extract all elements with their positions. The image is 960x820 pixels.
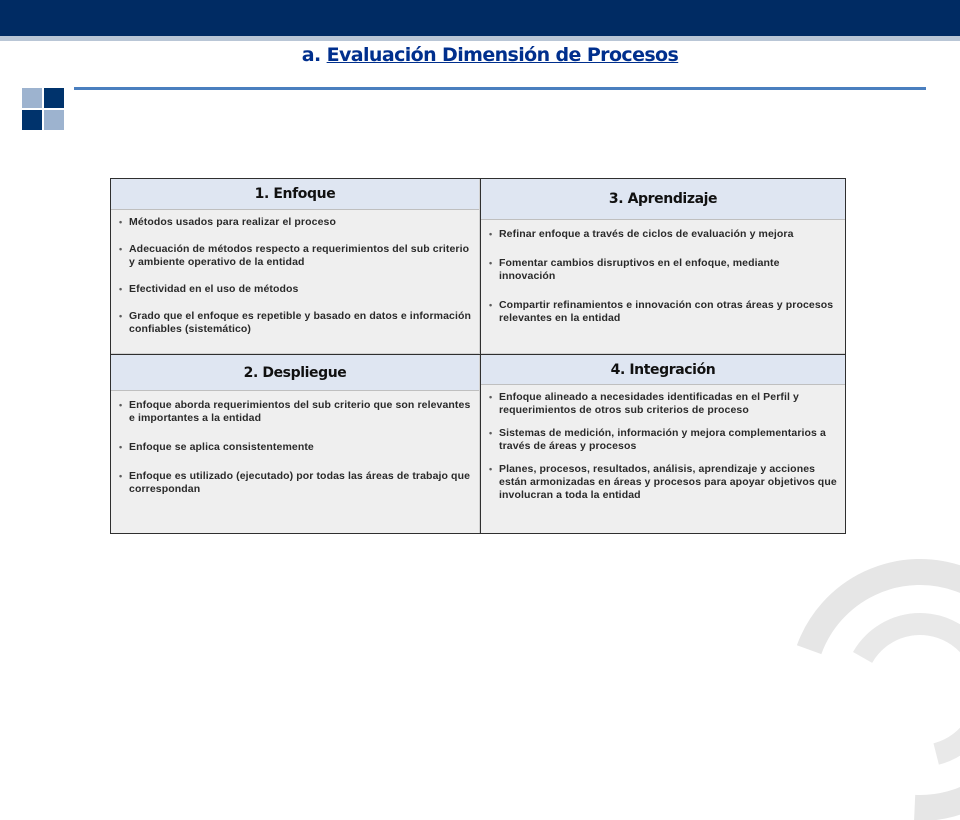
list-item: • Enfoque se aplica consistentemente: [111, 441, 479, 454]
list-item: • Métodos usados para realizar el proceso: [111, 216, 479, 229]
page-title-prefix: a.: [301, 44, 321, 66]
grid-top-border: [110, 178, 846, 179]
page-title: [0, 44, 960, 66]
title-underline-rule: [74, 87, 926, 90]
list-item: • Fomentar cambios disruptivos en el enfoque, mediante innovación: [481, 257, 845, 283]
grid-middle-border: [110, 354, 846, 355]
block-integracion-list: [481, 385, 845, 502]
block-enfoque-list: [111, 210, 479, 336]
block-despliegue: [110, 354, 480, 534]
list-item: • Enfoque alineado a necesidades identificadas en el Perfil y requerimientos de otros sub criterios de proceso: [481, 391, 845, 417]
list-item: • Enfoque es utilizado (ejecutado) por todas las áreas de trabajo que correspondan: [111, 470, 479, 496]
squares-logo-icon: [22, 88, 64, 130]
list-item: • Compartir refinamientos e innovación con otras áreas y procesos relevantes en la entidad: [481, 299, 845, 325]
top-banner: [0, 0, 960, 36]
block-integracion-heading: 4. Integración: [481, 355, 845, 385]
list-item: • Refinar enfoque a través de ciclos de evaluación y mejora: [481, 228, 845, 241]
block-despliegue-heading: 2. Despliegue: [111, 355, 479, 391]
block-aprendizaje-list: [481, 220, 845, 325]
grid-left-border: [110, 178, 111, 534]
block-enfoque-heading: 1. Enfoque: [111, 179, 479, 210]
list-item: • Adecuación de métodos respecto a requerimientos del sub criterio y ambiente operativo de la entidad: [111, 243, 479, 269]
block-aprendizaje-heading: 3. Aprendizaje: [481, 179, 845, 220]
logo-square-top-left: [22, 88, 42, 108]
grid-right-border: [845, 178, 846, 534]
block-integracion: [480, 354, 846, 534]
page-title-text: Evaluación Dimensión de Procesos: [326, 44, 679, 66]
logo-square-top-right: [44, 88, 64, 108]
decorative-arc-watermark-icon: [770, 540, 960, 820]
block-enfoque: [110, 178, 480, 354]
grid-bottom-border: [110, 533, 846, 534]
list-item: • Planes, procesos, resultados, análisis, aprendizaje y acciones están armonizadas en áreas y procesos para apoyar objetivos que involucran a toda la entidad: [481, 463, 845, 502]
block-aprendizaje: [480, 178, 846, 354]
block-despliegue-list: [111, 391, 479, 496]
logo-square-bottom-right: [44, 110, 64, 130]
list-item: • Sistemas de medición, información y mejora complementarios a través de áreas y procesos: [481, 427, 845, 453]
list-item: • Enfoque aborda requerimientos del sub criterio que son relevantes e importantes a la entidad: [111, 399, 479, 425]
logo-square-bottom-left: [22, 110, 42, 130]
grid-center-border: [480, 178, 481, 534]
list-item: • Efectividad en el uso de métodos: [111, 283, 479, 296]
top-banner-accent-line: [0, 36, 960, 41]
list-item: • Grado que el enfoque es repetible y basado en datos e información confiables (sistemático): [111, 310, 479, 336]
